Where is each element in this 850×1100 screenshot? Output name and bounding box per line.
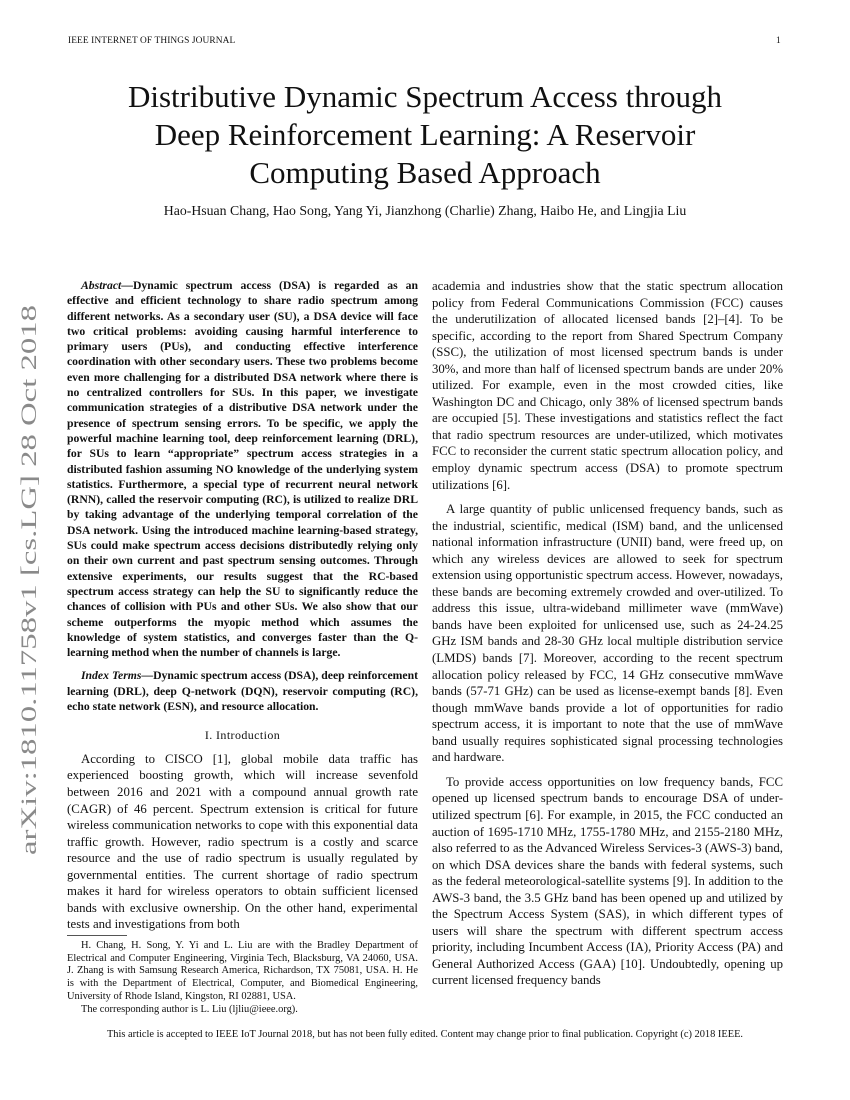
index-terms: [67, 668, 418, 714]
title-line: Distributive Dynamic Spectrum Access through: [127, 79, 723, 114]
section-heading: I. Introduction: [204, 728, 281, 743]
index-terms-text: —Dynamic spectrum access (DSA), deep reinforcement learning (DRL), deep Q-network (DQN), reservoir computing (RC), echo state network (ESN), and resource allocation.: [67, 669, 418, 714]
body-paragraph: academia and industries show that the static spectrum allocation policy from Federal Communications Commission (FCC) causes the underutilization of allocated licensed bands [2]–[4]. To be specific, according to the report from Shared Spectrum Company (SSC), the utilization of most licensed spectrum bands is under 30%, and more than half of licensed spectrum bands are under 20% utilized. For example, even in the most crowded cities, like Washington DC and Chicago, only 38% of licensed spectrum bands are occupied [5]. These investigations and statistics reflect the fact that radio spectrum resources are under-utilized, which motivates FCC to reconsider the current static spectrum allocation policy, and employ dynamic spectrum access (DSA) to promote spectrum utilizations [6].: [432, 279, 783, 492]
intro-paragraph: According to CISCO [1], global mobile data traffic has experienced boosting growth, which will increase sevenfold between 2016 and 2021 with a compound annual growth rate (CAGR) of 46 percent. Spectrum extension is critical for future wireless communication networks to cope with this exponential data traffic growth. However, radio spectrum is a costly and scarce resource and the use of radio spectrum is usually regulated by governmental entities. The current shortage of radio spectrum makes it hard for wireless operators to obtain sufficient licensed bands with exclusive ownership. On the other hand, experimental tests and investigations from both: [67, 751, 418, 932]
abstract-label: Abstract: [81, 279, 122, 292]
footnote-rule: [67, 935, 127, 936]
affiliation-note: H. Chang, H. Song, Y. Yi and L. Liu are with the Bradley Department of Electrical and Computer Engineering, Virginia Tech, Blacksburg, VA 24060, USA. J. Zhang is with Samsung Research America, Richardson, TX 75081, USA. H. He is with the Department of Electrical, Computer, and Biomedical Engineering, University of Rhode Island, Kingston, RI 02881, USA.: [67, 940, 418, 1002]
arxiv-id: arXiv:1810.11758v1 [cs.LG] 28 Oct 2018: [16, 485, 41, 855]
page-number: 1: [776, 36, 781, 46]
body-paragraph: A large quantity of public unlicensed frequency bands, such as the industrial, scientific, medical (ISM) band, and the unlicensed national information infrastructure (UNII) band, were freed up, on which any wireless devices are allowed to seek for spectrum extension using opportunistic spectrum access. However, nowadays, these bands are becoming extremely crowded and over-utilized. To address this issue, ultra-wideband millimeter wave (mmWave) bands have been exploited for unlicensed use, such as 24-24.25 GHz ISM bands and 28-30 GHz local multiple distribution service (LMDS) bands [7]. Moreover, according to the recent spectrum allocation policy released by FCC, 14 GHz consecutive mmWave bands (57-71 GHz) can be used as license-exempt bands [8]. Even though mmWave bands provide a lot of opportunities for radio spectrum access, it is important to note that the use of mmWave band usually requires sophisticated signal processing technologies and hardware.: [432, 502, 783, 765]
right-column: [432, 278, 783, 989]
left-column: [67, 278, 418, 933]
copyright-notice: This article is accepted to IEEE IoT Journal 2018, but has not been fully edited. Content may change prior to final publication. Copyright (c) 2018 IEEE.: [106, 1029, 744, 1040]
corresponding-author-note: The corresponding author is L. Liu (ljliu@ieee.org).: [81, 1003, 298, 1015]
running-header: IEEE INTERNET OF THINGS JOURNAL: [68, 36, 236, 46]
arxiv-stamp: [4, 300, 48, 860]
abstract-text: —Dynamic spectrum access (DSA) is regarded as an effective and efficient technology to share radio spectrum among different networks. As a secondary user (SU), a DSA device will face two critical problems: avoiding causing harmful interference to primary users (PUs), and conducting effective interference coordination with other secondary users. These two problems become even more challenging for a distributed DSA network where there is no centralized controllers for SUs. In this paper, we investigate communication strategies of a distributive DSA network under the presence of spectrum sensing errors. To be specific, we apply the powerful machine learning tool, deep reinforcement learning (DRL), for SUs to learn “appropriate” spectrum access strategies in a distributed fashion assuming NO knowledge of the underlying system statistics. Furthermore, a special type of recurrent neural network (RNN), called the reservoir computing (RC), is utilized to realize DRL by taking advantage of the underlying temporal correlation of the DSA network. Using the introduced machine learning-based strategy, SUs could make spectrum access decisions distributedly relying only on their own current and past spectrum sensing outcomes. Through extensive experiments, our results suggest that the RC-based spectrum access strategy can help the SU to significantly reduce the chances of collision with PUs and other SUs. We also show that our scheme outperforms the myopic method which assumes the knowledge of system statistics, and converges faster than the Q-learning method when the number of channels is large.: [67, 279, 418, 660]
abstract: [67, 278, 418, 660]
paper-title: [60, 78, 790, 192]
index-terms-label: Index Terms: [81, 669, 142, 683]
author-list: Hao-Hsuan Chang, Hao Song, Yang Yi, Jianzhong (Charlie) Zhang, Haibo He, and Lingjia Liu: [163, 203, 687, 218]
title-line: Computing Based Approach: [249, 155, 601, 190]
footnote: [67, 940, 418, 1016]
title-line: Deep Reinforcement Learning: A Reservoir: [154, 117, 696, 152]
body-paragraph: To provide access opportunities on low frequency bands, FCC opened up licensed spectrum bands to encourage DSA of under-utilized spectrum [6]. For example, in 2015, the FCC conducted an auction of 1695-1710 MHz, 1755-1780 MHz, and 2155-2180 MHz, also referred to as the Advanced Wireless Services-3 (AWS-3) band, on which DSA devices share the bands with federal systems, such as the federal meteorological-satellite systems [9]. In addition to the AWS-3 band, the 3.5 GHz band has been opened up and utilized by the Spectrum Access System (SAS), in which different types of users will share the spectrum with different spectrum access priority, including Incumbent Access (IA), Priority Access (PA) and General Authorized Access (GAA) [10]. Undoubtedly, opening up current licensed frequency bands: [432, 774, 783, 988]
